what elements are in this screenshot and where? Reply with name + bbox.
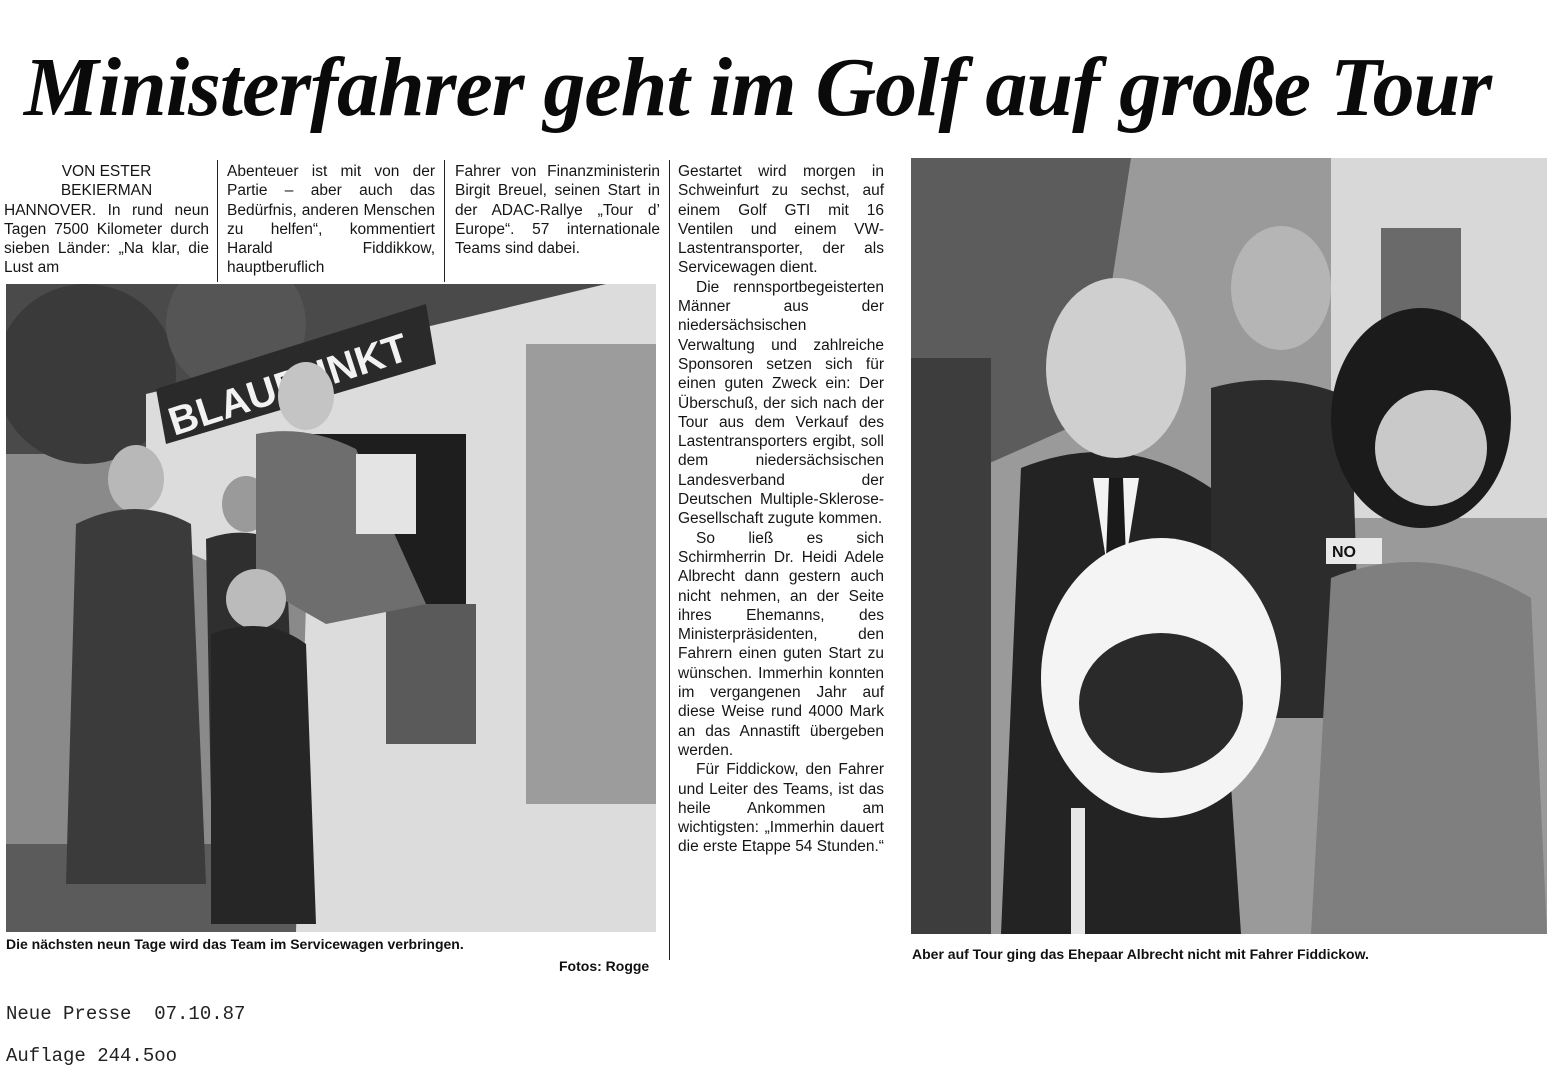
column-2: [227, 162, 435, 278]
column-divider: [444, 160, 445, 282]
column-1: [4, 162, 209, 278]
column-2-text: Abenteuer ist mit von der Partie – aber auch das Bedürfnis, anderen Menschen zu helfen“, kommentiert Harald Fiddikkow, hauptberuflich: [227, 163, 435, 277]
headline: Ministerfahrer geht im Golf auf große Tour: [24, 41, 1492, 134]
column-3: [455, 162, 660, 258]
column-4-paragraph: Für Fiddickow, den Fahrer und Leiter des Teams, ist das heile Ankommen am wichtigsten: „Immerhin dauert die erste Etappe 54 Stunden.“: [678, 761, 884, 856]
column-4-paragraph: Die rennsportbegeisterten Männer aus der niedersächsischen Verwaltung und zahlreiche Sponsoren setzen sich für einen guten Zweck ein: Der Überschuß, der sich nach der Tour aus dem Verkauf des Lastentransporters ergibt, soll dem niedersächsischen Landesverband der Deutschen Multiple-Sklerose-Gesellschaft zugute kommen.: [678, 278, 884, 528]
archive-circulation: Auflage 244.5oo: [6, 1045, 178, 1067]
photo-team-van: [6, 284, 656, 932]
column-divider: [669, 160, 670, 960]
column-divider: [217, 160, 218, 282]
photo-credit: Fotos: Rogge: [559, 958, 650, 974]
suit-badge: NO: [1332, 544, 1356, 561]
column-1-text: HANNOVER. In rund neun Tagen 7500 Kilometer durch sieben Länder: „Na klar, die Lust am: [4, 201, 209, 277]
photo-albrecht-couple-image: [911, 158, 1547, 934]
archive-source: Neue Presse 07.10.87: [6, 1003, 246, 1025]
photo-team-van-image: [6, 284, 656, 932]
column-4-paragraph: Gestartet wird morgen in Schweinfurt zu sechst, auf einem Golf GTI mit 16 Ventilen und einem VW-Lastentransporter, der als Servicewagen dient.: [678, 163, 884, 277]
photo-albrecht-couple: [911, 158, 1547, 934]
caption-left-photo: Die nächsten neun Tage wird das Team im Servicewagen verbringen.: [6, 936, 464, 952]
byline-line-2: BEKIERMAN: [60, 182, 153, 200]
caption-right-photo: Aber auf Tour ging das Ehepaar Albrecht nicht mit Fahrer Fiddickow.: [912, 946, 1369, 962]
byline-line-1: VON ESTER: [61, 163, 152, 180]
column-4-paragraph: So ließ es sich Schirmherrin Dr. Heidi Adele Albrecht dann gestern auch nicht nehmen, an der Seite ihres Ehemanns, des Ministerpräsidenten, den Fahrern einen guten Start zu wünschen. Immerhin konnten im vergangenen Jahr auf diese Weise rund 4000 Mark an das Annastift übergeben werden.: [678, 529, 884, 759]
column-3-text: Fahrer von Finanzministerin Birgit Breuel, seinen Start in der ADAC-Rallye „Tour d’ Europe“. 57 internationale Teams sind dabei.: [455, 163, 660, 258]
column-4: [678, 162, 884, 857]
